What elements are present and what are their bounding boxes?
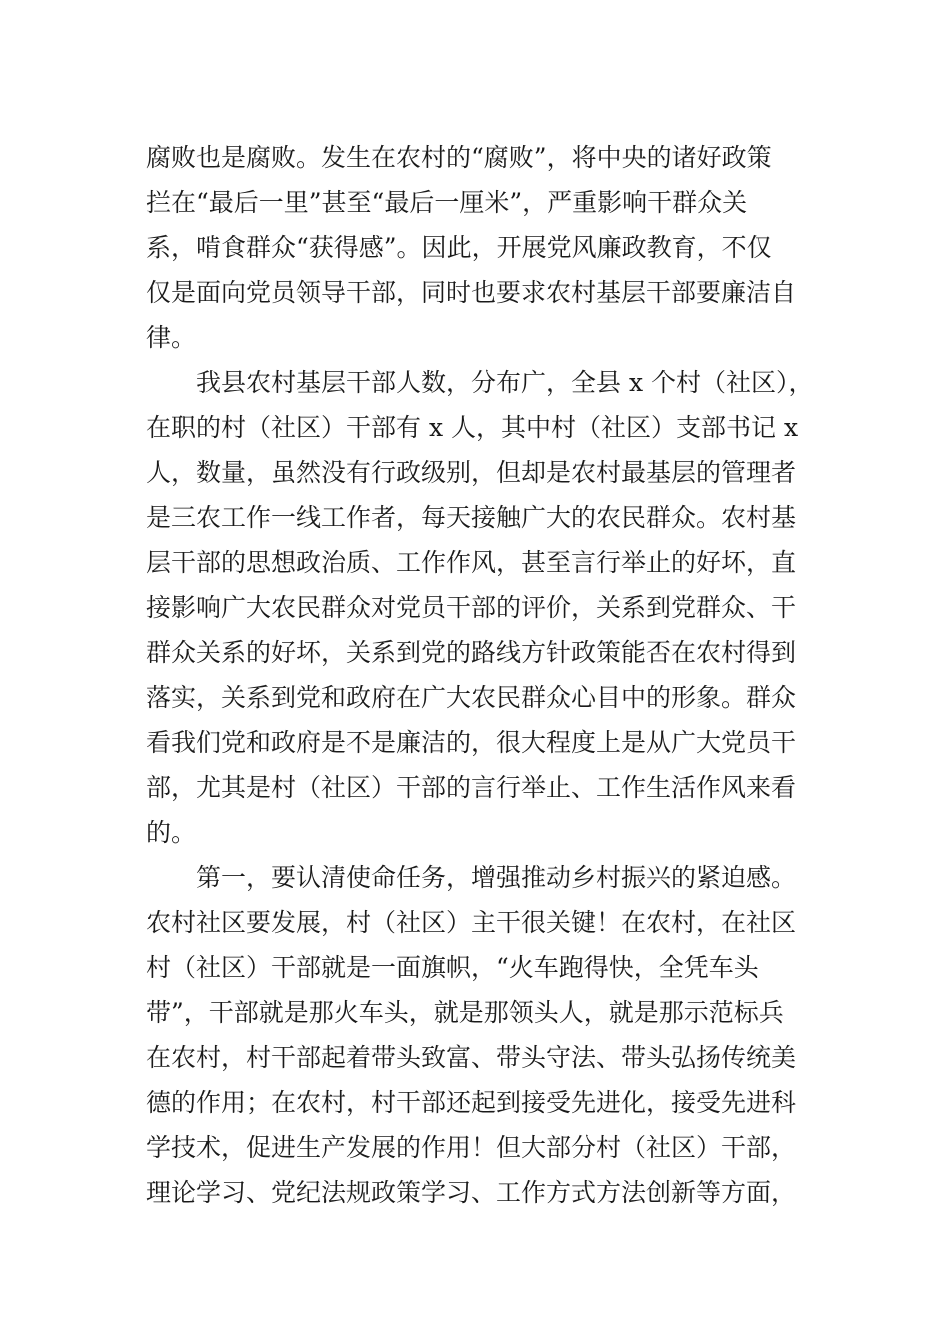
text-line: 理论学习、党纪法规政策学习、工作方式方法创新等方面， <box>146 1178 797 1207</box>
text-line: 接影响广大农民群众对党员干部的评价，关系到党群众、干 <box>146 593 797 622</box>
text-line: 看我们党和政府是不是廉洁的，很大程度上是从广大党员干 <box>146 728 797 757</box>
text-line: 落实，关系到党和政府在广大农民群众心目中的形象。群众 <box>146 683 797 712</box>
text-line: 德的作用；在农村，村干部还起到接受先进化，接受先进科 <box>146 1088 797 1117</box>
text-line: 层干部的思想政治质、工作作风，甚至言行举止的好坏，直 <box>146 548 797 577</box>
text-line: 在职的村（社区）干部有 x 人，其中村（社区）支部书记 x <box>146 413 799 442</box>
text-line: 系，啃食群众“获得感”。因此，开展党风廉政教育，不仅 <box>146 233 772 262</box>
text-line: 在农村，村干部起着带头致富、带头守法、带头弘扬传统美 <box>146 1043 797 1072</box>
text-line: 是三农工作一线工作者，每天接触广大的农民群众。农村基 <box>146 503 797 532</box>
text-line: 村（社区）干部就是一面旗帜，“火车跑得快，全凭车头 <box>146 953 759 982</box>
body-text <box>146 135 826 1215</box>
text-line: 人，数量，虽然没有行政级别，但却是农村最基层的管理者 <box>146 458 797 487</box>
text-line: 我县农村基层干部人数，分布广，全县 x 个村（社区）， <box>146 368 814 397</box>
text-line: 学技术，促进生产发展的作用！但大部分村（社区）干部， <box>146 1133 797 1162</box>
text-line: 第一，要认清使命任务，增强推动乡村振兴的紧迫感。 <box>146 863 797 892</box>
text-line: 群众关系的好坏，关系到党的路线方针政策能否在农村得到 <box>146 638 797 667</box>
text-line: 农村社区要发展，村（社区）主干很关键！在农村，在社区 <box>146 908 797 937</box>
text-line: 带”，干部就是那火车头，就是那领头人，就是那示范标兵 <box>146 998 784 1027</box>
text-line: 律。 <box>146 323 197 352</box>
text-line: 的。 <box>146 818 197 847</box>
text-line: 部，尤其是村（社区）干部的言行举止、工作生活作风来看 <box>146 773 797 802</box>
text-line: 拦在“最后一里”甚至“最后一厘米”，严重影响干群众关 <box>146 188 748 217</box>
text-line: 腐败也是腐败。发生在农村的“腐败”，将中央的诸好政策 <box>146 143 772 172</box>
text-line: 仅是面向党员领导干部，同时也要求农村基层干部要廉洁自 <box>146 278 797 307</box>
